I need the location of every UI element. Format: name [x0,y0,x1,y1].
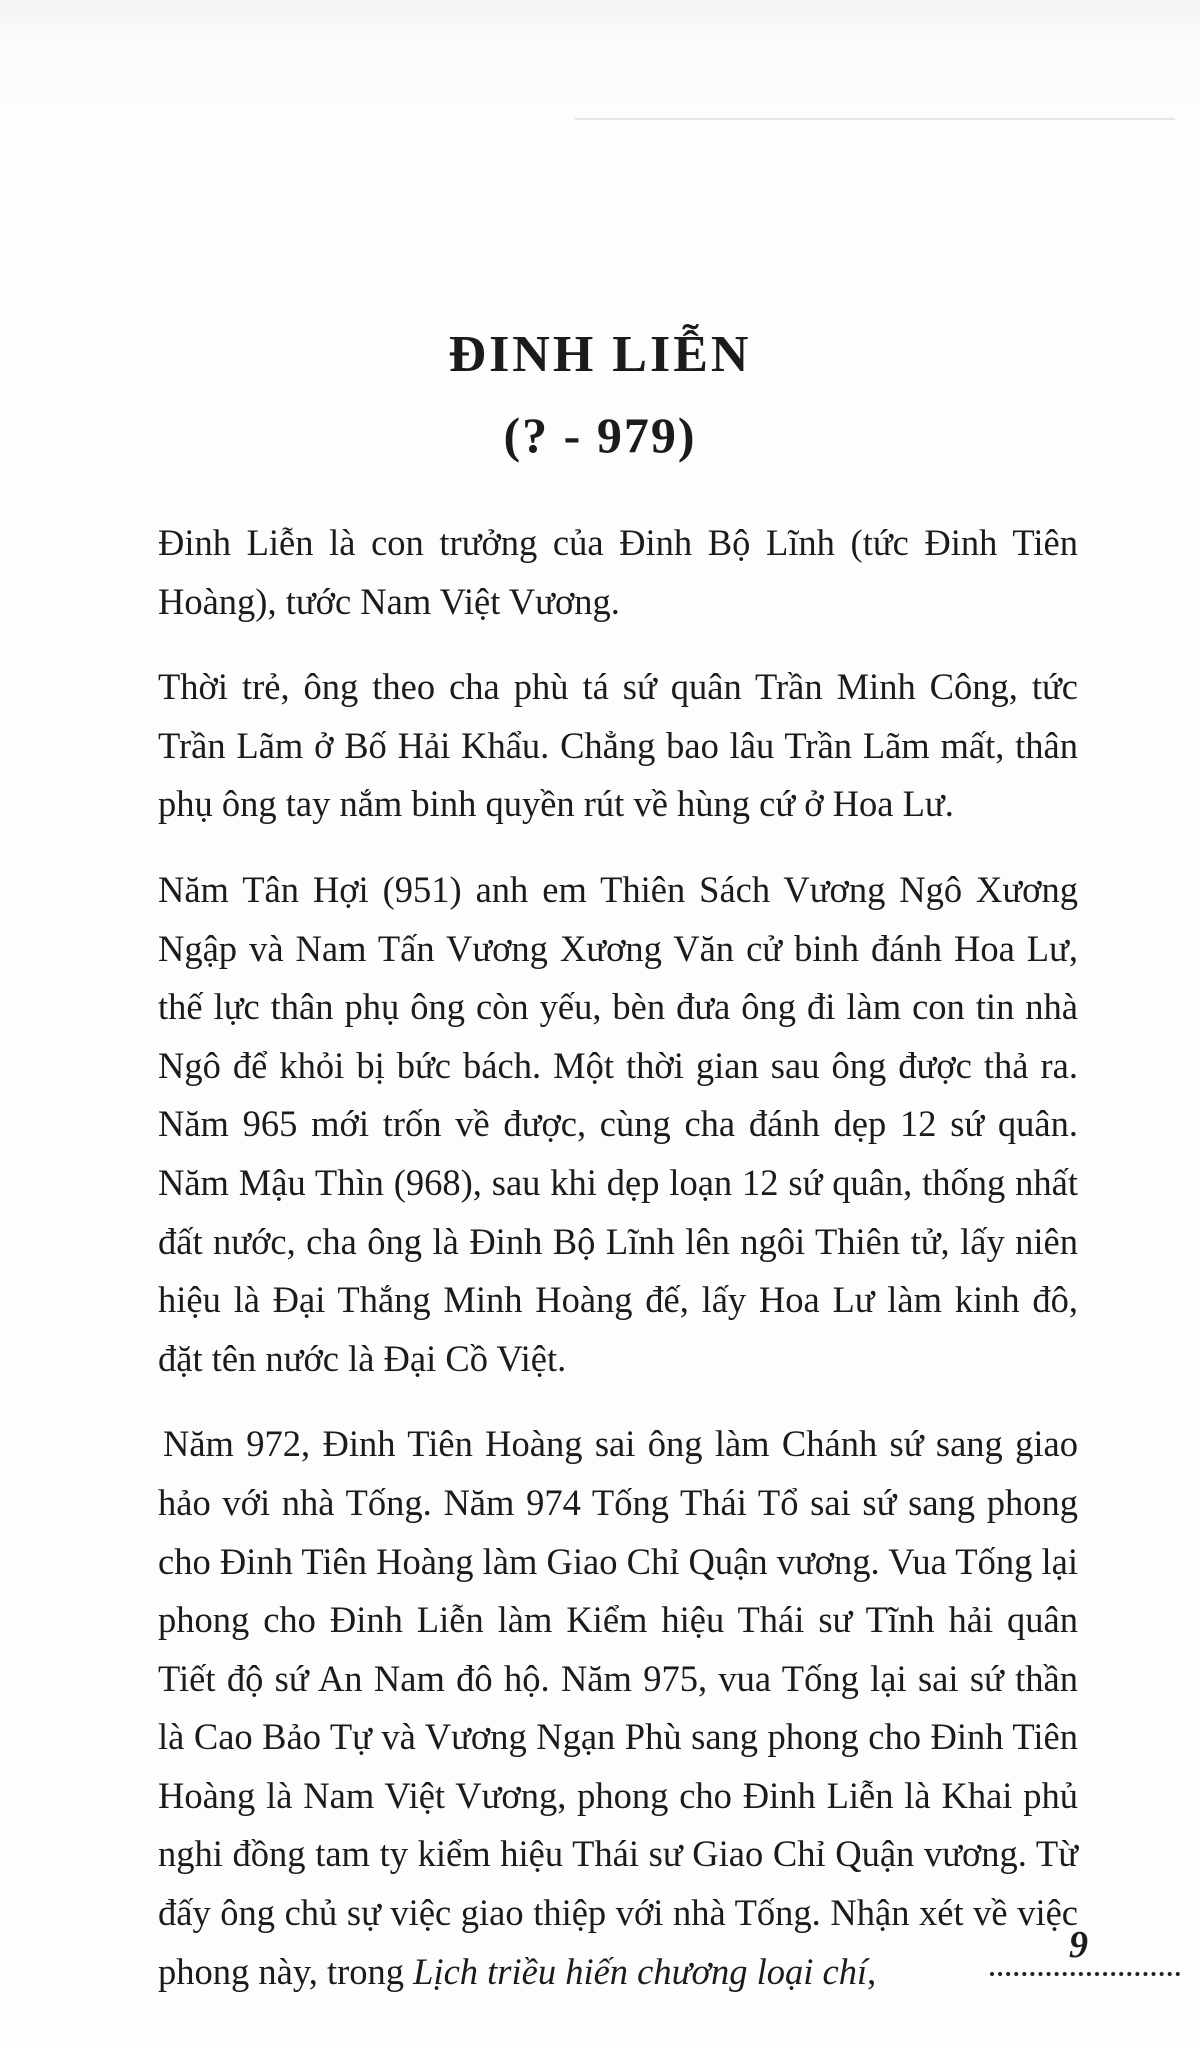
footer-dotted-rule [990,1962,1180,1976]
bleed-through-header [575,80,1175,120]
paragraph-4 [158,1415,1078,2001]
header-rule [575,118,1175,120]
paragraph-3: Năm Tân Hợi (951) anh em Thiên Sách Vương Ngô Xương Ngập và Nam Tấn Vương Xương Văn cử binh đánh Hoa Lư, thế lực thân phụ ông còn yếu, bèn đưa ông đi làm con tin nhà Ngô để khỏi bị bức bách. Một thời gian sau ông được thả ra. Năm 965 mới trốn về được, cùng cha đánh dẹp 12 sứ quân. Năm Mậu Thìn (968), sau khi dẹp loạn 12 sứ quân, thống nhất đất nước, cha ông là Đinh Bộ Lĩnh lên ngôi Thiên tử, lấy niên hiệu là Đại Thắng Minh Hoàng đế, lấy Hoa Lư làm kinh đô, đặt tên nước là Đại Cồ Việt. [158,868,1078,1379]
book-title-italic: Lịch triều hiến chương loại chí [413,1950,868,1992]
page-footer [990,1920,1190,1990]
chapter-years: (? - 979) [503,407,697,463]
paragraph-4-text: Năm 972, Đinh Tiên Hoàng sai ông làm Chánh sứ sang giao hảo với nhà Tống. Năm 974 Tống Thái Tổ sai sứ sang phong cho Đinh Tiên Hoàng làm Giao Chỉ Quận vương. Vua Tống lại phong cho Đinh Liễn làm Kiểm hiệu Thái sư Tĩnh hải quân Tiết độ sứ An Nam đô hộ. Năm 975, vua Tống lại sai sứ thần là Cao Bảo Tự và Vương Ngạn Phù sang phong cho Đinh Tiên Hoàng là Nam Việt Vương, phong cho Đinh Liễn là Khai phủ nghi đồng tam ty kiểm hiệu Thái sư Giao Chỉ Quận vương. Từ đấy ông chủ sự việc giao thiệp với nhà Tống. Nhận xét về việc phong này, trong [158,1423,1078,1992]
paragraph-4-end: , [867,1950,877,1992]
chapter-title: ĐINH LIỄN [448,326,752,383]
page-number: 9 [1069,1924,1088,1966]
body-text [158,514,1078,2028]
paragraph-1: Đinh Liễn là con trưởng của Đinh Bộ Lĩnh (tức Đinh Tiên Hoàng), tước Nam Việt Vương. [158,522,1078,622]
paragraph-2: Thời trẻ, ông theo cha phù tá sứ quân Trần Minh Công, tức Trần Lãm ở Bố Hải Khẩu. Chẳng bao lâu Trần Lãm mất, thân phụ ông tay nắm binh quyền rút về hùng cứ ở Hoa Lư. [158,666,1078,825]
